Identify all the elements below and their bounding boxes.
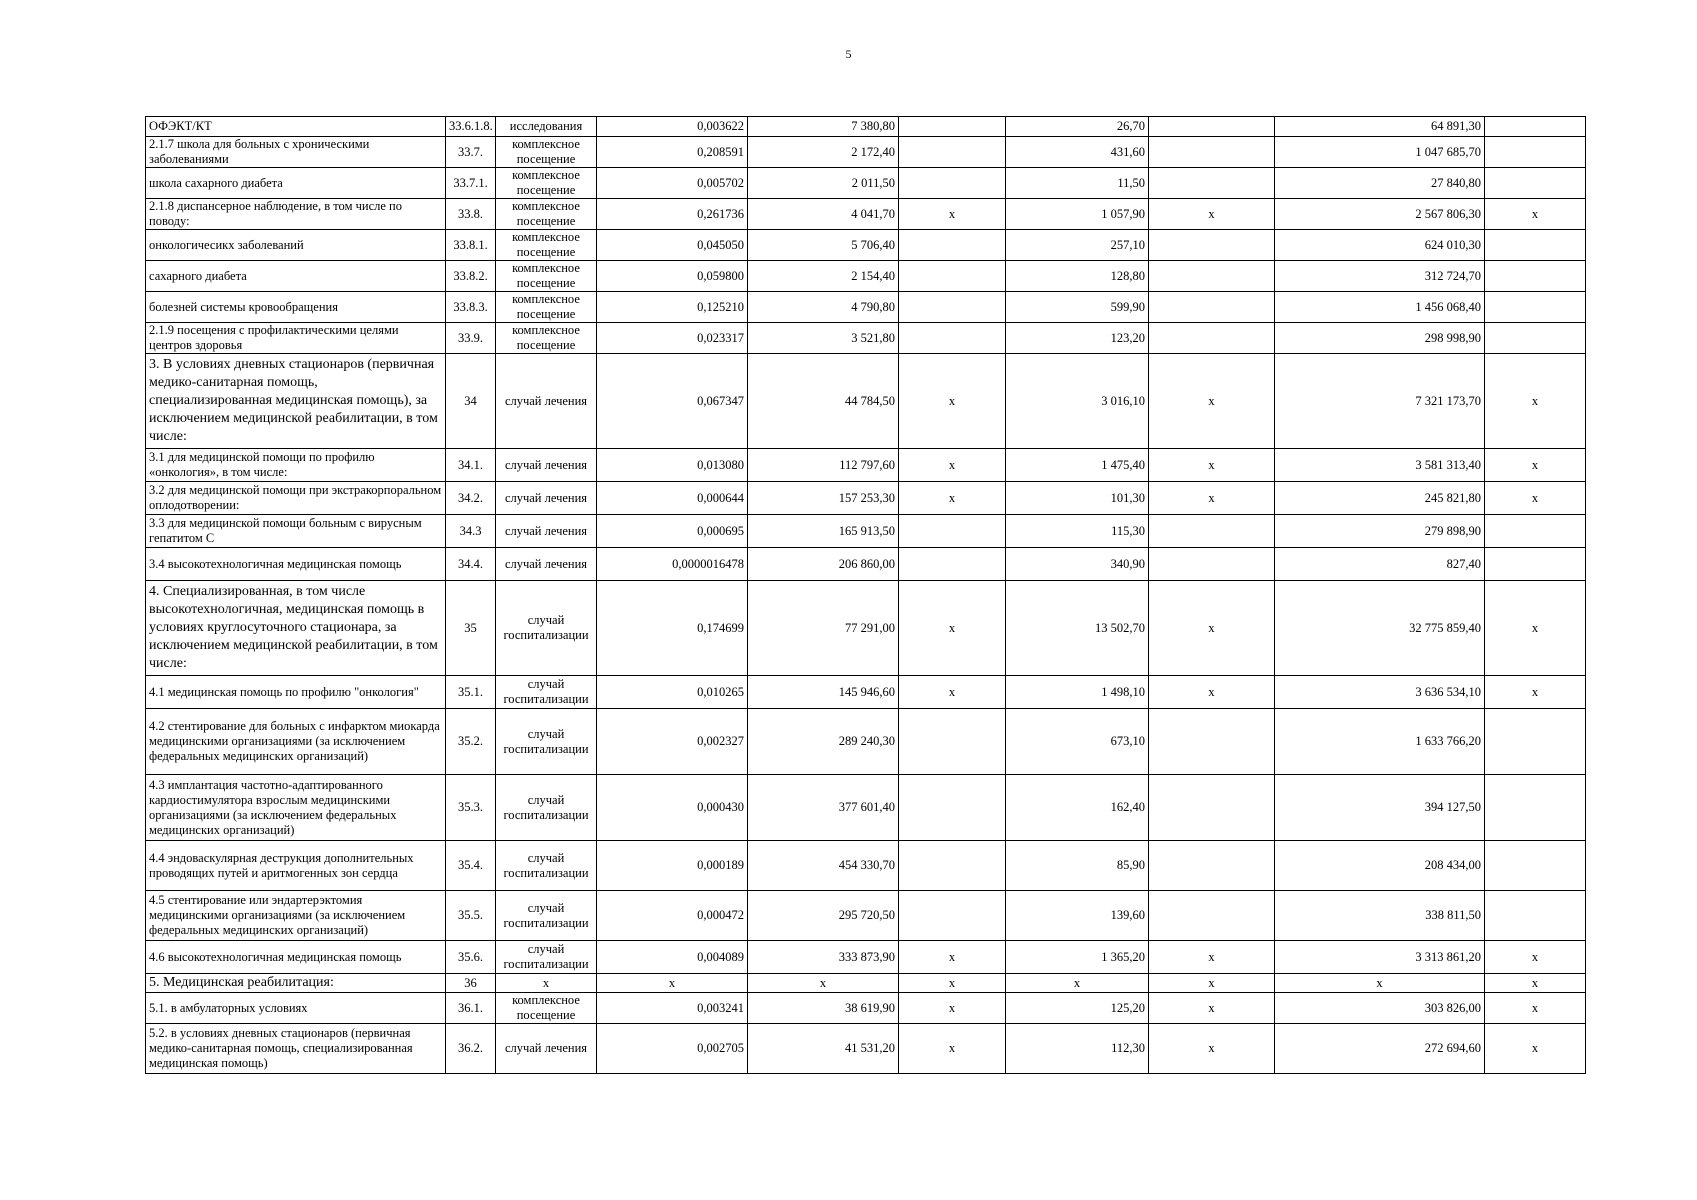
table-row — [146, 323, 1586, 354]
row-col-8-cell: х — [1149, 1024, 1275, 1074]
row-col-6-cell — [899, 709, 1006, 775]
row-name-cell: 4.4 эндоваскулярная деструкция дополнительных проводящих путей и аритмогенных зон сердца — [146, 841, 446, 891]
row-name-cell: 4.5 стентирование или эндартерэктомия медицинскими организациями (за исключением федеральных медицинских организаций) — [146, 891, 446, 941]
row-col-10-cell — [1485, 775, 1586, 841]
row-total-cell: 208 434,00 — [1275, 841, 1485, 891]
row-col-10-cell — [1485, 292, 1586, 323]
row-code-cell: 35.4. — [446, 841, 496, 891]
table-row — [146, 230, 1586, 261]
row-col-6-cell: х — [899, 1024, 1006, 1074]
row-cost-cell: 4 790,80 — [748, 292, 899, 323]
row-col-6-cell: х — [899, 941, 1006, 974]
table-row — [146, 199, 1586, 230]
row-name-cell: 3.3 для медицинской помощи больным с вирусным гепатитом С — [146, 515, 446, 548]
row-col-8-cell — [1149, 168, 1275, 199]
row-per-capita-cell: 1 498,10 — [1006, 676, 1149, 709]
page-number: 5 — [845, 47, 852, 61]
row-cost-cell: 38 619,90 — [748, 993, 899, 1024]
row-col-10-cell — [1485, 515, 1586, 548]
table-row — [146, 581, 1586, 676]
row-total-cell: 1 633 766,20 — [1275, 709, 1485, 775]
row-total-cell: 312 724,70 — [1275, 261, 1485, 292]
row-unit-cell: случай лечения — [496, 1024, 597, 1074]
row-cost-cell: 206 860,00 — [748, 548, 899, 581]
row-volume-cell: 0,002327 — [597, 709, 748, 775]
row-unit-cell: исследования — [496, 117, 597, 137]
row-volume-cell: 0,059800 — [597, 261, 748, 292]
row-per-capita-cell: 123,20 — [1006, 323, 1149, 354]
row-code-cell: 35 — [446, 581, 496, 676]
row-name-cell: 3. В условиях дневных стационаров (первичная медико-санитарная помощь, специализированная медицинская помощь), за исключением медицинской реабилитации, в том числе: — [146, 354, 446, 449]
row-name-cell: 4.2 стентирование для больных с инфарктом миокарда медицинскими организациями (за исключением федеральных медицинских организаций) — [146, 709, 446, 775]
table-row — [146, 1024, 1586, 1074]
row-name-cell: 5. Медицинская реабилитация: — [146, 974, 446, 993]
row-col-6-cell — [899, 261, 1006, 292]
row-name-cell: 2.1.9 посещения с профилактическими целями центров здоровья — [146, 323, 446, 354]
table-row — [146, 941, 1586, 974]
row-volume-cell: 0,003241 — [597, 993, 748, 1024]
row-col-6-cell: х — [899, 449, 1006, 482]
row-code-cell: 33.7. — [446, 137, 496, 168]
table-row — [146, 482, 1586, 515]
row-total-cell: 298 998,90 — [1275, 323, 1485, 354]
row-col-8-cell: х — [1149, 449, 1275, 482]
row-unit-cell: случай госпитализации — [496, 891, 597, 941]
row-col-8-cell — [1149, 230, 1275, 261]
row-cost-cell: 157 253,30 — [748, 482, 899, 515]
row-col-8-cell — [1149, 548, 1275, 581]
row-per-capita-cell: 340,90 — [1006, 548, 1149, 581]
row-unit-cell: комплексное посещение — [496, 137, 597, 168]
row-per-capita-cell: 1 057,90 — [1006, 199, 1149, 230]
row-code-cell: 34 — [446, 354, 496, 449]
row-per-capita-cell: 125,20 — [1006, 993, 1149, 1024]
row-col-8-cell: х — [1149, 941, 1275, 974]
row-per-capita-cell: 11,50 — [1006, 168, 1149, 199]
row-name-cell: 2.1.8 диспансерное наблюдение, в том числе по поводу: — [146, 199, 446, 230]
row-per-capita-cell: 1 365,20 — [1006, 941, 1149, 974]
row-code-cell: 33.9. — [446, 323, 496, 354]
row-col-6-cell — [899, 117, 1006, 137]
row-volume-cell: 0,002705 — [597, 1024, 748, 1074]
row-name-cell: школа сахарного диабета — [146, 168, 446, 199]
row-col-6-cell — [899, 841, 1006, 891]
row-total-cell: 245 821,80 — [1275, 482, 1485, 515]
row-volume-cell: 0,000189 — [597, 841, 748, 891]
row-volume-cell: 0,208591 — [597, 137, 748, 168]
row-col-6-cell: х — [899, 199, 1006, 230]
row-cost-cell: 377 601,40 — [748, 775, 899, 841]
row-unit-cell: случай госпитализации — [496, 941, 597, 974]
row-name-cell: 2.1.7 школа для больных с хроническими заболеваниями — [146, 137, 446, 168]
row-col-6-cell — [899, 137, 1006, 168]
row-col-10-cell — [1485, 891, 1586, 941]
row-per-capita-cell: 1 475,40 — [1006, 449, 1149, 482]
row-total-cell: 27 840,80 — [1275, 168, 1485, 199]
row-volume-cell: 0,010265 — [597, 676, 748, 709]
table-row — [146, 354, 1586, 449]
row-total-cell: 303 826,00 — [1275, 993, 1485, 1024]
row-per-capita-cell: 112,30 — [1006, 1024, 1149, 1074]
table-row — [146, 168, 1586, 199]
row-volume-cell: 0,045050 — [597, 230, 748, 261]
row-cost-cell: 112 797,60 — [748, 449, 899, 482]
row-code-cell: 35.5. — [446, 891, 496, 941]
row-col-8-cell: х — [1149, 354, 1275, 449]
row-volume-cell: 0,004089 — [597, 941, 748, 974]
row-total-cell: 272 694,60 — [1275, 1024, 1485, 1074]
row-col-8-cell: х — [1149, 482, 1275, 515]
row-col-10-cell — [1485, 230, 1586, 261]
row-volume-cell: 0,000644 — [597, 482, 748, 515]
row-col-8-cell — [1149, 515, 1275, 548]
row-cost-cell: 145 946,60 — [748, 676, 899, 709]
table-row — [146, 137, 1586, 168]
row-unit-cell: случай госпитализации — [496, 676, 597, 709]
row-col-8-cell: х — [1149, 676, 1275, 709]
row-unit-cell: х — [496, 974, 597, 993]
row-cost-cell: 2 011,50 — [748, 168, 899, 199]
row-per-capita-cell: 13 502,70 — [1006, 581, 1149, 676]
row-code-cell: 34.3 — [446, 515, 496, 548]
row-col-8-cell — [1149, 841, 1275, 891]
row-total-cell: 2 567 806,30 — [1275, 199, 1485, 230]
row-col-10-cell: х — [1485, 676, 1586, 709]
row-total-cell: 394 127,50 — [1275, 775, 1485, 841]
row-code-cell: 36.2. — [446, 1024, 496, 1074]
row-col-10-cell — [1485, 137, 1586, 168]
row-col-8-cell — [1149, 261, 1275, 292]
row-col-10-cell — [1485, 841, 1586, 891]
row-col-8-cell — [1149, 775, 1275, 841]
row-total-cell: 1 456 068,40 — [1275, 292, 1485, 323]
row-unit-cell: случай госпитализации — [496, 709, 597, 775]
row-name-cell: 5.1. в амбулаторных условиях — [146, 993, 446, 1024]
row-name-cell: ОФЭКТ/КТ — [146, 117, 446, 137]
row-unit-cell: комплексное посещение — [496, 292, 597, 323]
row-cost-cell: 454 330,70 — [748, 841, 899, 891]
row-volume-cell: х — [597, 974, 748, 993]
row-col-8-cell — [1149, 891, 1275, 941]
row-total-cell: 624 010,30 — [1275, 230, 1485, 261]
row-code-cell: 33.6.1.8. — [446, 117, 496, 137]
row-volume-cell: 0,023317 — [597, 323, 748, 354]
table-row — [146, 676, 1586, 709]
row-code-cell: 33.7.1. — [446, 168, 496, 199]
row-col-8-cell — [1149, 323, 1275, 354]
row-code-cell: 34.4. — [446, 548, 496, 581]
row-volume-cell: 0,125210 — [597, 292, 748, 323]
row-unit-cell: комплексное посещение — [496, 230, 597, 261]
row-volume-cell: 0,013080 — [597, 449, 748, 482]
row-cost-cell: 7 380,80 — [748, 117, 899, 137]
row-col-6-cell: х — [899, 993, 1006, 1024]
row-unit-cell: комплексное посещение — [496, 168, 597, 199]
row-code-cell: 33.8. — [446, 199, 496, 230]
row-code-cell: 35.2. — [446, 709, 496, 775]
row-col-8-cell: х — [1149, 581, 1275, 676]
row-unit-cell: случай госпитализации — [496, 775, 597, 841]
row-col-6-cell — [899, 168, 1006, 199]
row-unit-cell: комплексное посещение — [496, 993, 597, 1024]
row-code-cell: 34.1. — [446, 449, 496, 482]
row-col-10-cell: х — [1485, 941, 1586, 974]
row-col-6-cell — [899, 515, 1006, 548]
row-total-cell: 3 313 861,20 — [1275, 941, 1485, 974]
row-unit-cell: случай лечения — [496, 482, 597, 515]
row-col-10-cell: х — [1485, 993, 1586, 1024]
row-total-cell: 1 047 685,70 — [1275, 137, 1485, 168]
row-col-10-cell — [1485, 261, 1586, 292]
row-col-10-cell: х — [1485, 1024, 1586, 1074]
row-per-capita-cell: 139,60 — [1006, 891, 1149, 941]
row-volume-cell: 0,261736 — [597, 199, 748, 230]
table-row — [146, 449, 1586, 482]
row-col-10-cell: х — [1485, 581, 1586, 676]
row-per-capita-cell: 101,30 — [1006, 482, 1149, 515]
row-total-cell: 7 321 173,70 — [1275, 354, 1485, 449]
row-unit-cell: случай госпитализации — [496, 841, 597, 891]
row-total-cell: 338 811,50 — [1275, 891, 1485, 941]
row-unit-cell: комплексное посещение — [496, 199, 597, 230]
table-row — [146, 841, 1586, 891]
row-col-8-cell — [1149, 292, 1275, 323]
row-cost-cell: 77 291,00 — [748, 581, 899, 676]
row-col-8-cell: х — [1149, 974, 1275, 993]
row-total-cell: 32 775 859,40 — [1275, 581, 1485, 676]
row-cost-cell: 2 154,40 — [748, 261, 899, 292]
row-col-6-cell: х — [899, 676, 1006, 709]
row-volume-cell: 0,003622 — [597, 117, 748, 137]
row-name-cell: 4.6 высокотехнологичная медицинская помощь — [146, 941, 446, 974]
table-row — [146, 974, 1586, 993]
table-body — [146, 117, 1586, 1074]
row-cost-cell: х — [748, 974, 899, 993]
row-total-cell: 3 636 534,10 — [1275, 676, 1485, 709]
row-per-capita-cell: 3 016,10 — [1006, 354, 1149, 449]
row-name-cell: 3.4 высокотехнологичная медицинская помощь — [146, 548, 446, 581]
row-col-10-cell — [1485, 117, 1586, 137]
table-row — [146, 775, 1586, 841]
row-cost-cell: 2 172,40 — [748, 137, 899, 168]
row-cost-cell: 5 706,40 — [748, 230, 899, 261]
row-per-capita-cell: 599,90 — [1006, 292, 1149, 323]
row-unit-cell: комплексное посещение — [496, 323, 597, 354]
table-row — [146, 117, 1586, 137]
row-col-10-cell — [1485, 323, 1586, 354]
row-code-cell: 35.6. — [446, 941, 496, 974]
row-col-10-cell: х — [1485, 974, 1586, 993]
row-code-cell: 34.2. — [446, 482, 496, 515]
table-row — [146, 891, 1586, 941]
row-col-10-cell: х — [1485, 199, 1586, 230]
row-code-cell: 36.1. — [446, 993, 496, 1024]
row-name-cell: 3.2 для медицинской помощи при экстракорпоральном оплодотворении: — [146, 482, 446, 515]
row-col-6-cell — [899, 292, 1006, 323]
row-per-capita-cell: 162,40 — [1006, 775, 1149, 841]
row-volume-cell: 0,000430 — [597, 775, 748, 841]
row-name-cell: 3.1 для медицинской помощи по профилю «онкология», в том числе: — [146, 449, 446, 482]
row-code-cell: 35.3. — [446, 775, 496, 841]
row-per-capita-cell: 115,30 — [1006, 515, 1149, 548]
row-volume-cell: 0,067347 — [597, 354, 748, 449]
row-code-cell: 35.1. — [446, 676, 496, 709]
row-per-capita-cell: х — [1006, 974, 1149, 993]
row-total-cell: 827,40 — [1275, 548, 1485, 581]
row-col-6-cell: х — [899, 974, 1006, 993]
row-per-capita-cell: 431,60 — [1006, 137, 1149, 168]
row-name-cell: онкологичесикх заболеваний — [146, 230, 446, 261]
row-col-10-cell: х — [1485, 449, 1586, 482]
table-row — [146, 548, 1586, 581]
row-cost-cell: 44 784,50 — [748, 354, 899, 449]
row-cost-cell: 289 240,30 — [748, 709, 899, 775]
row-col-6-cell: х — [899, 354, 1006, 449]
row-unit-cell: случай лечения — [496, 449, 597, 482]
row-unit-cell: случай госпитализации — [496, 581, 597, 676]
row-col-6-cell — [899, 323, 1006, 354]
row-col-8-cell — [1149, 117, 1275, 137]
table-row — [146, 515, 1586, 548]
row-col-8-cell — [1149, 137, 1275, 168]
row-volume-cell: 0,174699 — [597, 581, 748, 676]
row-per-capita-cell: 673,10 — [1006, 709, 1149, 775]
row-code-cell: 33.8.3. — [446, 292, 496, 323]
row-name-cell: болезней системы кровообращения — [146, 292, 446, 323]
row-code-cell: 33.8.2. — [446, 261, 496, 292]
row-per-capita-cell: 85,90 — [1006, 841, 1149, 891]
row-volume-cell: 0,000472 — [597, 891, 748, 941]
row-name-cell: сахарного диабета — [146, 261, 446, 292]
row-unit-cell: случай лечения — [496, 354, 597, 449]
row-name-cell: 5.2. в условиях дневных стационаров (первичная медико-санитарная помощь, специализированная медицинская помощь) — [146, 1024, 446, 1074]
table-row — [146, 292, 1586, 323]
row-volume-cell: 0,0000016478 — [597, 548, 748, 581]
row-per-capita-cell: 128,80 — [1006, 261, 1149, 292]
row-code-cell: 33.8.1. — [446, 230, 496, 261]
row-cost-cell: 333 873,90 — [748, 941, 899, 974]
row-col-10-cell — [1485, 709, 1586, 775]
row-volume-cell: 0,000695 — [597, 515, 748, 548]
row-name-cell: 4.3 имплантация частотно-адаптированного кардиостимулятора взрослым медицинскими организациями (за исключением федеральных медицинских организаций) — [146, 775, 446, 841]
row-col-10-cell: х — [1485, 354, 1586, 449]
table-row — [146, 709, 1586, 775]
row-col-10-cell: х — [1485, 482, 1586, 515]
row-code-cell: 36 — [446, 974, 496, 993]
row-cost-cell: 3 521,80 — [748, 323, 899, 354]
row-per-capita-cell: 257,10 — [1006, 230, 1149, 261]
table-row — [146, 993, 1586, 1024]
row-col-8-cell: х — [1149, 993, 1275, 1024]
row-col-6-cell: х — [899, 581, 1006, 676]
row-total-cell: 279 898,90 — [1275, 515, 1485, 548]
row-col-6-cell: х — [899, 482, 1006, 515]
row-cost-cell: 4 041,70 — [748, 199, 899, 230]
tariff-table — [145, 116, 1586, 1074]
row-col-6-cell — [899, 548, 1006, 581]
row-unit-cell: случай лечения — [496, 515, 597, 548]
row-name-cell: 4. Специализированная, в том числе высокотехнологичная, медицинская помощь в условиях круглосуточного стационара, за исключением медицинской реабилитации, в том числе: — [146, 581, 446, 676]
row-col-10-cell — [1485, 548, 1586, 581]
row-total-cell: 64 891,30 — [1275, 117, 1485, 137]
row-unit-cell: случай лечения — [496, 548, 597, 581]
row-cost-cell: 41 531,20 — [748, 1024, 899, 1074]
row-col-6-cell — [899, 891, 1006, 941]
table-row — [146, 261, 1586, 292]
row-total-cell: 3 581 313,40 — [1275, 449, 1485, 482]
row-cost-cell: 165 913,50 — [748, 515, 899, 548]
row-per-capita-cell: 26,70 — [1006, 117, 1149, 137]
row-col-6-cell — [899, 775, 1006, 841]
row-total-cell: х — [1275, 974, 1485, 993]
row-name-cell: 4.1 медицинская помощь по профилю "онкология" — [146, 676, 446, 709]
row-cost-cell: 295 720,50 — [748, 891, 899, 941]
row-col-10-cell — [1485, 168, 1586, 199]
row-col-8-cell: х — [1149, 199, 1275, 230]
row-col-6-cell — [899, 230, 1006, 261]
row-volume-cell: 0,005702 — [597, 168, 748, 199]
row-unit-cell: комплексное посещение — [496, 261, 597, 292]
row-col-8-cell — [1149, 709, 1275, 775]
